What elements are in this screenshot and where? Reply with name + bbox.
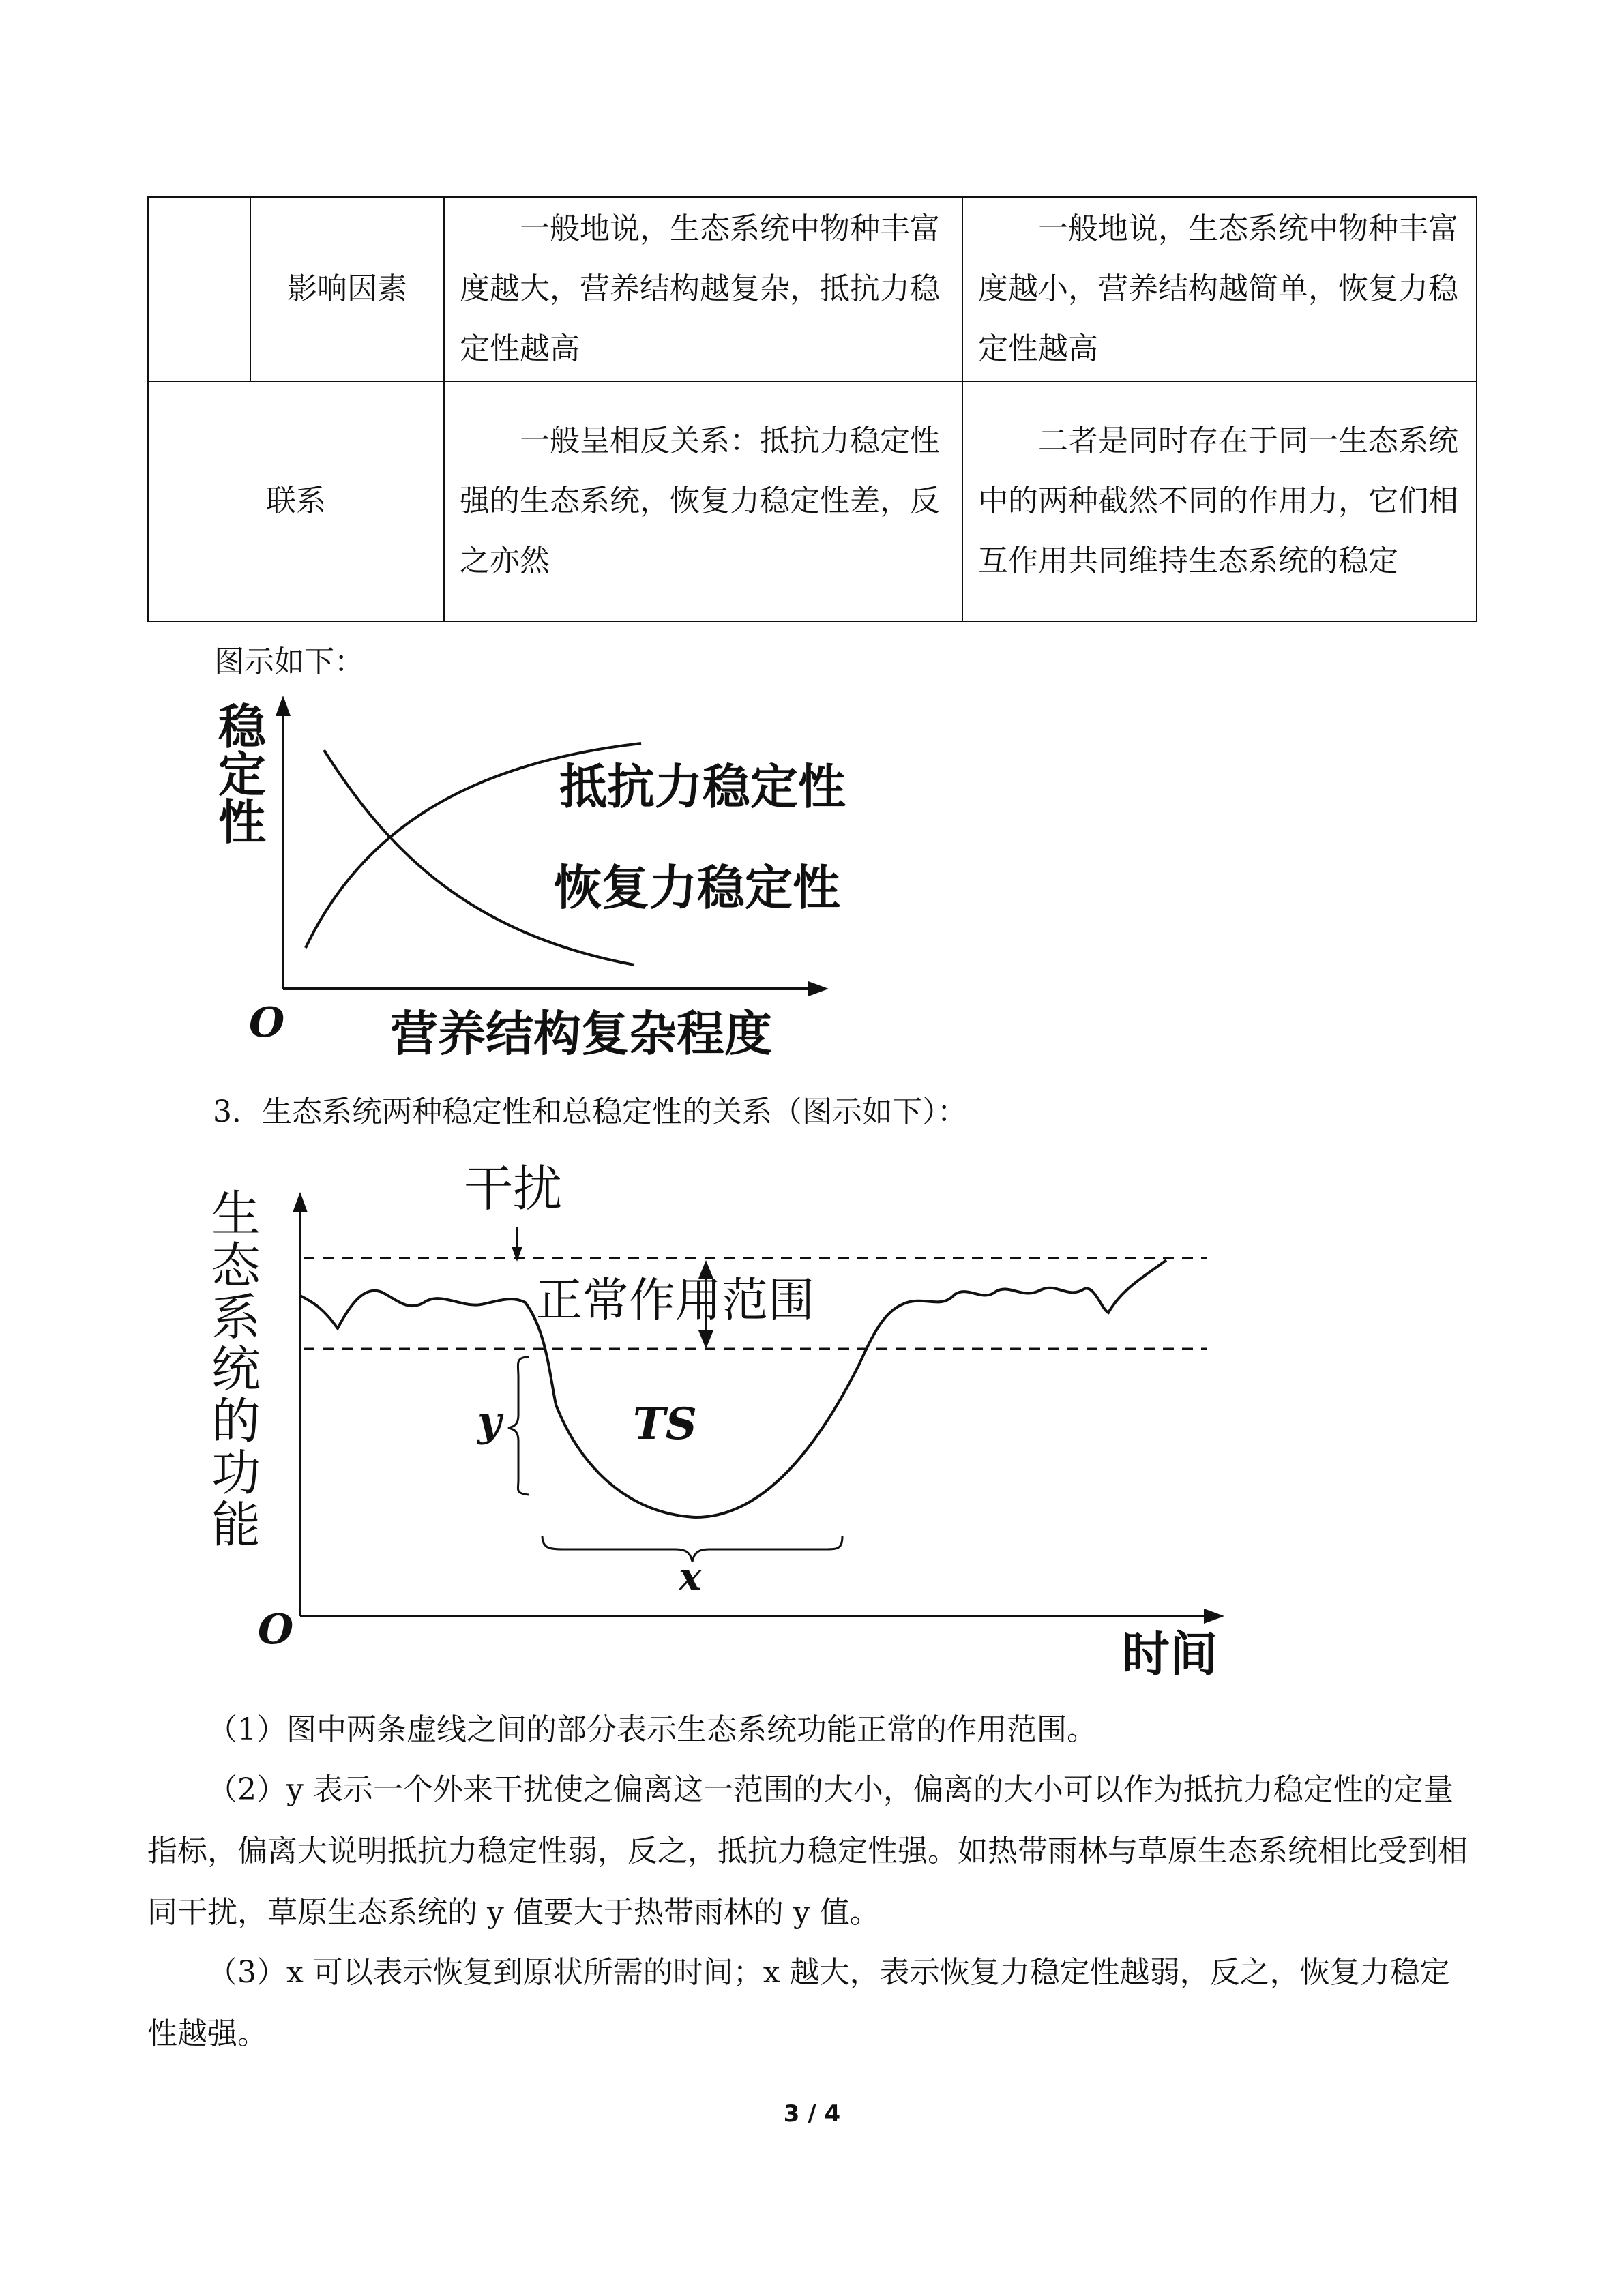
ecosystem-function-figure: [205, 1146, 1241, 1691]
y-label-char: 性: [218, 794, 266, 850]
y-label-char: 生: [211, 1185, 261, 1242]
y-label-char: 能: [211, 1496, 261, 1553]
y-axis-arrow-icon: [276, 696, 291, 716]
x-axis-label: 时间: [1122, 1626, 1217, 1682]
y-label-char: 的: [211, 1392, 261, 1450]
y-marker-label: y: [477, 1398, 501, 1446]
x-axis-label: 营养结构复杂程度: [390, 1006, 772, 1062]
table-row: [148, 381, 1477, 621]
section-3-title: 3．生态系统两种稳定性和总稳定性的关系（图示如下）：: [213, 1094, 967, 1129]
page-number: 3 / 4: [783, 2100, 841, 2128]
ts-label: TS: [633, 1399, 697, 1450]
y-label-char: 功: [211, 1444, 261, 1502]
explanation-paragraph-3: （3）x 可以表示恢复到原状所需的时间；x 越大，表示恢复力稳定性越弱，反之，恢复力稳定性越强。: [147, 1955, 1450, 2051]
table-row: [148, 197, 1477, 381]
y-label-char: 系: [211, 1289, 261, 1346]
relation-label-cell: 联系: [148, 381, 444, 621]
resistance-factor-cell: 一般地说，生态系统中物种丰富度越大，营养结构越复杂，抵抗力稳定性越高: [444, 197, 962, 381]
origin-label: O: [258, 1606, 294, 1654]
down-arrow-icon: [698, 1330, 713, 1349]
x-marker-label: x: [679, 1555, 702, 1600]
stability-comparison-table: [147, 196, 1477, 622]
y-axis-arrow-icon: [293, 1192, 308, 1212]
y-label-char: 态: [211, 1237, 261, 1294]
explanation-paragraph-2: （2）y 表示一个外来干扰使之偏离这一范围的大小，偏离的大小可以作为抵抗力稳定性的定量指标，偏离大说明抵抗力稳定性弱，反之，抵抗力稳定性强。如热带雨林与草原生态系统相比受到相同干扰，草原生态系统的 y 值要大于热带雨林的 y 值。: [147, 1772, 1468, 1930]
origin-label: O: [249, 999, 285, 1047]
y-label-char: 统: [211, 1341, 261, 1398]
normal-range-label: 正常作用范围: [536, 1274, 815, 1328]
y-label-char: 定: [218, 747, 266, 803]
y-label-char: 稳: [218, 699, 266, 755]
stability-curve-figure: [205, 689, 859, 1071]
x-axis-arrow-icon: [808, 981, 829, 996]
y-brace: [508, 1357, 529, 1495]
disturbance-arrow-icon: [512, 1247, 522, 1262]
x-axis-arrow-icon: [1204, 1609, 1224, 1624]
explanation-paragraph-1: （1）图中两条虚线之间的部分表示生态系统功能正常的作用范围。: [207, 1712, 1097, 1747]
resistance-label: 抵抗力稳定性: [559, 759, 846, 815]
recovery-factor-cell: 一般地说，生态系统中物种丰富度越小，营养结构越简单，恢复力稳定性越高: [962, 197, 1477, 381]
figure1-caption: 图示如下：: [214, 644, 364, 679]
table-cell-blank: [148, 197, 250, 381]
relation-left-cell: 一般呈相反关系：抵抗力稳定性强的生态系统，恢复力稳定性差，反之亦然: [444, 381, 962, 621]
relation-right-cell: 二者是同时存在于同一生态系统中的两种截然不同的作用力，它们相互作用共同维持生态系统的稳定: [962, 381, 1477, 621]
factor-label-cell: 影响因素: [250, 197, 444, 381]
disturbance-label: 干扰: [464, 1160, 563, 1217]
recovery-label: 恢复力稳定性: [554, 860, 840, 916]
